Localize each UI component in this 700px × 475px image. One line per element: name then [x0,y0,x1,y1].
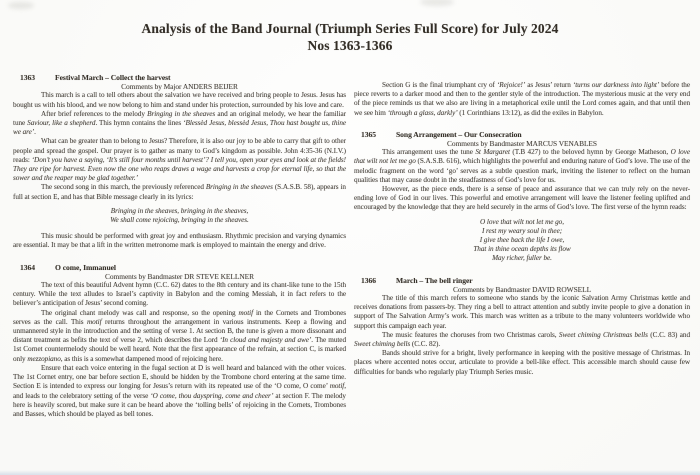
document-title [0,21,700,54]
verse-line: That in thine ocean depths its flow [473,245,571,254]
comments-byline: Comments by Bandmaster MARCUS VENABLES [447,139,597,149]
left-column [13,73,346,419]
italic-text-run: motif [87,317,102,326]
comments-byline: Comments by Bandmaster DR STEVE KELLNER [105,271,254,281]
italic-text-run: ‘Rejoice!’ [496,81,526,89]
text-run: before the piece reverts to a darker mood and then to the gentler style of the introduction. The mysterious music at the very end of the piece reminds us that we also are living in a metaphorical exile until the Lord comes again, and that until then we see him [354,81,690,117]
section-number: 1364 [20,262,35,272]
body-paragraph [13,137,346,183]
italic-text-run: Saviour, like a shepherd [27,119,96,128]
comments-byline: Comments by Bandmaster DAVID ROWSELL [452,284,592,294]
italic-text-run: Bringing in the sheaves [147,109,216,118]
text-run: (T.B 427) to the beloved hymn by George Matheson, [509,148,671,157]
text-run: . [34,128,36,137]
text-run: as Jesus’ return [525,81,573,89]
text-run: (C.C. 82). [410,340,441,349]
body-paragraph [354,294,690,331]
italic-text-run: motif [329,382,345,391]
body-paragraph [354,148,690,185]
text-run: (1 Corinthians 13:12), as did the exiles in Babylon. [457,108,604,117]
text-run: in the Cornets and Trombones serves as the call. This [13,308,346,326]
section-number: 1365 [361,129,376,139]
text-run: What can be greater than to belong to Jesus? Therefore, it is also our joy to be able to carry that gift to other people and spread the gospel. Our prayer is to gather as many to God’s kingdom as possible. John 4:35-36 (N.I.V.) reads: [13,137,346,164]
section-title: O come, Immanuel [55,262,116,272]
body-paragraph [13,232,346,250]
body-paragraph [354,185,690,213]
verse-line: O love that wilt not let me go, [480,217,564,226]
verse-block [354,218,690,264]
text-run: . This hymn contains the lines [95,119,184,128]
title-line-2: Nos 1363-1366 [307,37,393,53]
italic-text-run: ‘turns our darkness into light’ [572,81,660,89]
text-run: Ensure that each voice entering in the fugal section at D is well heard and balanced with the other voices. The 1st Cornet entry, one bar before section E, should be hidden by the Trombone chord entering at the same time. Section E is intended to express our longing for Jesus’s return with its repeated use of the ‘O come, O come’ [13,363,346,391]
text-run: This arrangement uses the tune [382,148,476,157]
body-paragraph [13,91,346,109]
scan-edge-artifact [0,470,700,475]
body-paragraph [354,349,690,377]
text-run: Section G is the final triumphant cry of [382,81,497,89]
verse-block [13,207,346,225]
section-title: Festival March – Collect the harvest [55,73,171,82]
comments-byline: Comments by Major ANDERS BEIJER [121,82,238,92]
italic-text-run: ‘through a glass, darkly’ [387,108,458,117]
italic-text-run: mezzopiano [27,354,61,363]
italic-text-run: ‘Don’t you have a saying, ‘It’s still four months until harvest’? I tell you, open your eyes and look at the fields! They are ripe for harvest. Even now the one who reaps draws a wage and harvests a crop for eternal life, so that the sower and the reaper may be glad together.’ [13,155,347,183]
scan-smudge-artifact [8,2,34,9]
text-run: After brief references to the melody [41,109,148,118]
text-run: However, as the piece ends, there is a sense of peace and assurance that we can truly rely on the never-ending love of God in our lives. This powerful and emotive arrangement will leave the listener feeling uplifted and encouraged by the knowledge that they are held securely in the arms of God’s love. The first verse of the hymn reads: [354,185,690,212]
section-title: March – The bell ringer [396,275,473,285]
text-run: . The muted 1st Cornet countermelody should be well heard. Note that the first appearance of the refrain, at section C, is marked only [13,336,346,363]
italic-text-run: motif [238,308,254,317]
text-run: The original chant melody was call and response, so the opening [41,308,239,317]
body-paragraph [13,110,346,138]
section-number: 1366 [361,275,376,285]
italic-text-run: ‘O come, thou dayspring, come and cheer’ [150,391,274,400]
section-heading [13,263,346,272]
verse-line: I give thee back the life I owe, [479,236,565,245]
verse-line: I rest my weary soul in thee; [481,226,563,235]
text-run: The title of this march refers to someone who stands by the iconic Salvation Army Christmas kettle and receives donations from passers-by. They ring a bell to attract attention and subtly invite people to give a donation in support of The Salvation Army’s work. This march was written as a tribute to the many volunteers worldwide who support this campaign each year. [354,294,690,330]
text-run: This music should be performed with great joy and enthusiasm. Rhythmic precision and varying dynamics are essential. It may be that a lift in the written metronome mark is employed to maintain the energy and drive. [13,232,346,250]
text-run: The text of this beautiful Advent hymn (C.C. 62) dates to the 8th century and its chant-like tune to the 15th century. While the text alludes to Israel’s captivity in Babylon and the coming Messiah, it in fact refers to the believer’s anticipation of Jesus’ second coming. [13,281,346,308]
italic-text-run: O love that wilt not let me go [354,148,690,166]
text-run: , and leads to the celebratory setting of the verse [13,382,346,400]
section-title: Song Arrangement – Our Consecration [396,129,522,139]
body-paragraph [13,364,346,419]
section-heading [354,276,690,285]
text-run: , as this is a somewhat dampened mood of rejoicing here. [60,354,223,363]
scan-smudge-artifact [420,0,454,6]
text-run: Bands should strive for a bright, lively performance in keeping with the positive message of Christmas. In places where accented notes occur, articulate to provide a bell-like effect. This accessible march should cause few difficulties for bands who regularly play Triumph Series music. [354,349,690,376]
text-run: (S.A.S.B. 58), appears in full at section E, and has that Bible message clearly in its lyrics: [13,183,346,201]
text-run: and an original melody, we hear the familiar tune [13,109,346,128]
text-run: (C.C. 83) and [647,330,690,339]
italic-text-run: Sweet chiming bells [354,340,411,349]
italic-text-run: Bringing in the sheaves [205,183,273,192]
italic-text-run: ‘In cloud and majesty and awe’ [219,336,312,345]
body-paragraph [354,81,690,118]
text-run: at section F. The melody here is heavily scored, but make sure it can be heard above the ‘tolling bells’ of rejoicing in the Cornets, Trombones and Basses, which should be played as bell tones. [13,391,346,418]
italic-text-run: St Margaret [475,148,510,157]
body-paragraph [13,281,346,309]
text-run: (S.A.S.B. 616), which highlights the powerful and enduring nature of God’s love. The use of the melodic fragment on the word ‘go’ serves as a subtle question mark, inviting the listener to reflect on the human qualities that may cause doubt in the steadfastness of God’s love for us. [354,157,690,184]
verse-line: We shall come rejoicing, bringing in the sheaves. [110,216,249,225]
verse-line: Bringing in the sheaves, bringing in the sheaves, [110,206,249,215]
text-run: This march is a call to tell others about the salvation we have received and bring people to Jesus. Jesus has bought us with his blood, and we now belong to him and stand under his protection, surrounded by his love and care. [13,91,346,109]
right-column [354,81,690,377]
verse-line: May richer, fuller be. [492,254,552,263]
body-paragraph [13,309,346,364]
text-run: The music features the choruses from two Christmas carols, [382,330,559,339]
italic-text-run: Sweet chiming Christmas bells [558,330,648,339]
body-paragraph [13,183,346,201]
italic-text-run: ‘Blessèd Jesus, blessèd Jesus, Thou hast bought us, thine we are’ [13,119,347,137]
body-paragraph [354,331,690,349]
text-run: returns throughout the arrangement in various instruments. Keep a flowing and unmannered style in the introduction and the setting of verse 1. At section B, the tune is given a more dissonant and distant treatment as befits the text of verse 2, which describes the Lord [13,317,346,345]
section-heading [354,130,690,139]
text-run: The second song in this march, the previously referenced [41,183,206,192]
section-number: 1363 [20,73,35,82]
title-line-1: Analysis of the Band Journal (Triumph Series Full Score) for July 2024 [141,21,559,36]
section-heading [13,73,346,82]
